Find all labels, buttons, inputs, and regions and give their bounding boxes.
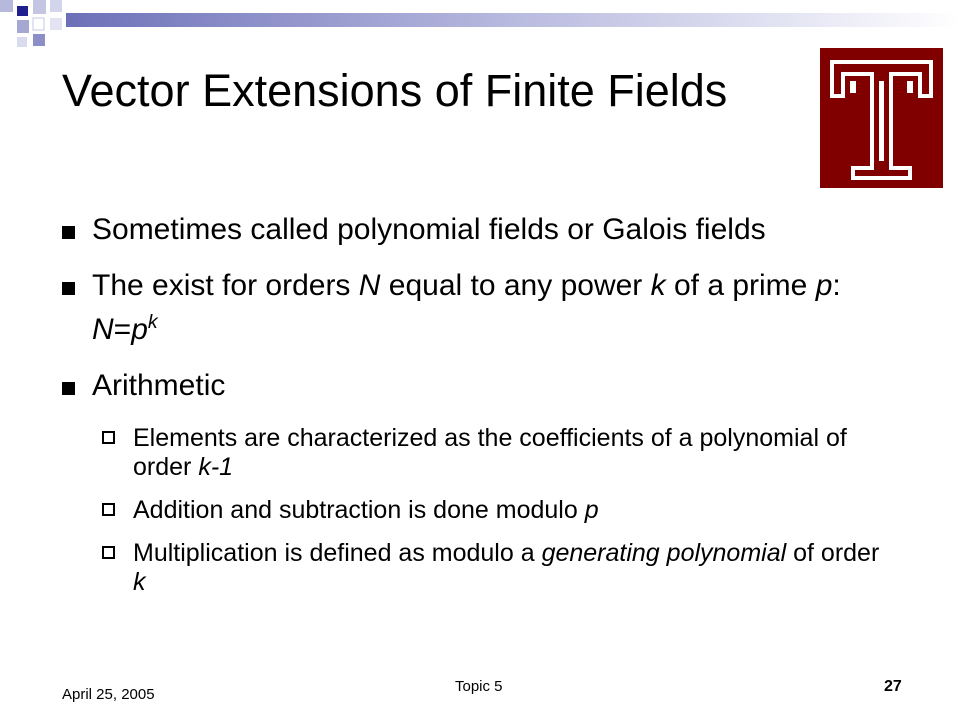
text-run: = xyxy=(113,313,132,346)
text-run: Multiplication is defined as modulo a xyxy=(133,539,542,567)
text-run: Addition and subtraction is done modulo xyxy=(133,496,585,524)
bullet-item xyxy=(62,212,882,248)
text-run: generating polynomial xyxy=(541,539,787,567)
bullet-item xyxy=(62,368,882,404)
header-decoration xyxy=(0,0,960,60)
text-run: equal to any power xyxy=(380,269,651,302)
footer-topic: Topic 5 xyxy=(455,678,503,695)
text-run: k xyxy=(650,269,666,302)
hollow-square-bullet-icon xyxy=(102,503,115,516)
text-run: k xyxy=(133,568,146,596)
slide-title: Vector Extensions of Finite Fields xyxy=(62,65,728,116)
text-run: Arithmetic xyxy=(92,369,226,402)
sub-bullet-item xyxy=(102,539,882,597)
page-number: 27 xyxy=(884,678,902,695)
text-run: of a prime xyxy=(665,269,816,302)
text-run: N xyxy=(358,269,381,302)
bullet-list xyxy=(62,212,882,611)
text-run: The exist for orders xyxy=(92,269,359,302)
text-run: p xyxy=(584,496,599,524)
hollow-square-bullet-icon xyxy=(102,546,115,559)
text-run: Elements are characterized as the coefficients of a polynomial of order xyxy=(133,424,847,481)
hollow-square-bullet-icon xyxy=(102,431,115,444)
bullet-item xyxy=(62,268,882,348)
text-run: p xyxy=(131,313,148,346)
text-run: : xyxy=(832,269,841,302)
text-run: Sometimes called polynomial fields or Galois fields xyxy=(92,213,766,246)
footer-date: April 25, 2005 xyxy=(62,686,155,703)
temple-t-logo-icon xyxy=(820,48,943,188)
text-run: of order xyxy=(786,539,880,567)
text-run: p xyxy=(815,269,833,302)
sub-bullet-item xyxy=(102,496,882,525)
text-run: k-1 xyxy=(198,453,234,481)
sub-bullet-item xyxy=(102,424,882,482)
text-run: N xyxy=(92,313,114,346)
text-run: k xyxy=(147,311,158,333)
